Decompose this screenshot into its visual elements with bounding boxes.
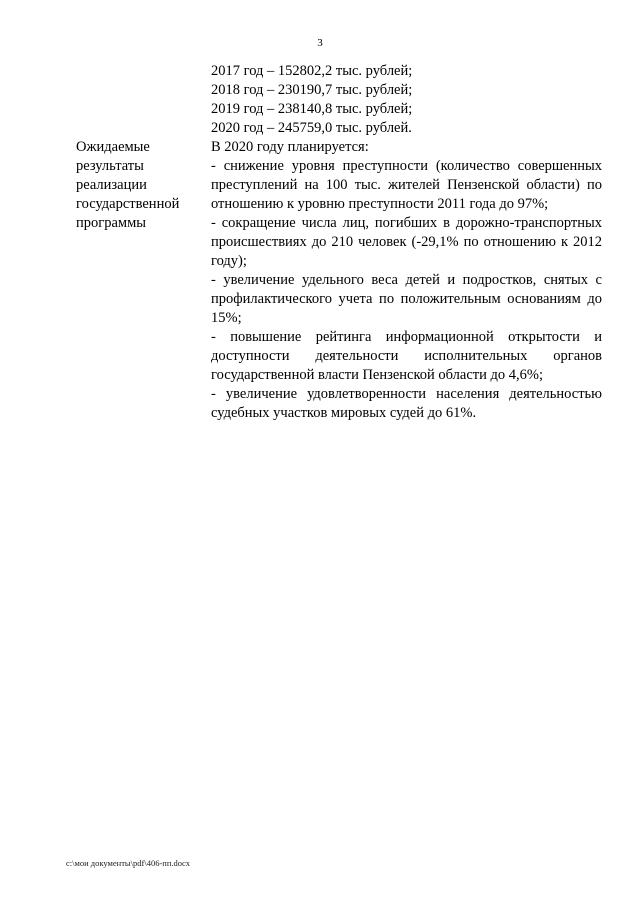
label-line: реализации xyxy=(76,177,147,193)
label-line: государственной xyxy=(76,196,180,212)
result-item-transparency-rating: - повышение рейтинга информационной открытости и доступности деятельности исполнительных органов государственной власти Пензенской области до 4,6%; xyxy=(211,329,602,383)
funding-line-2018: 2018 год – 230190,7 тыс. рублей; xyxy=(211,82,413,98)
label-line: Ожидаемые xyxy=(76,139,150,155)
funding-by-year xyxy=(211,62,611,138)
result-item-road-deaths: - сокращение числа лиц, погибших в дорожно-транспортных происшествиях до 210 человек (-29,1% по отношению к 2012 году); xyxy=(211,215,602,269)
label-line: результаты xyxy=(76,158,144,174)
result-item-crime-reduction: - снижение уровня преступности (количество совершенных преступлений на 100 тыс. жителей Пензенской области) по отношению к уровню преступности 2011 года до 97%; xyxy=(211,158,602,212)
result-item-youth-prevention: - увеличение удельного веса детей и подростков, снятых с профилактического учета по положительным основаниям до 15%; xyxy=(211,272,602,326)
result-item-court-satisfaction: - увеличение удовлетворенности населения деятельностью судебных участков мировых судей до 61%. xyxy=(211,386,602,421)
expected-results-label xyxy=(76,138,201,233)
results-intro: В 2020 году планируется: xyxy=(211,139,369,155)
label-line: программы xyxy=(76,215,146,231)
footer-file-path: c:\мои документы\pdf\406-пп.docx xyxy=(66,858,191,868)
page-number: 3 xyxy=(317,37,323,49)
expected-results-body xyxy=(211,138,602,423)
funding-line-2020: 2020 год – 245759,0 тыс. рублей. xyxy=(211,120,412,136)
funding-line-2017: 2017 год – 152802,2 тыс. рублей; xyxy=(211,63,413,79)
funding-line-2019: 2019 год – 238140,8 тыс. рублей; xyxy=(211,101,413,117)
